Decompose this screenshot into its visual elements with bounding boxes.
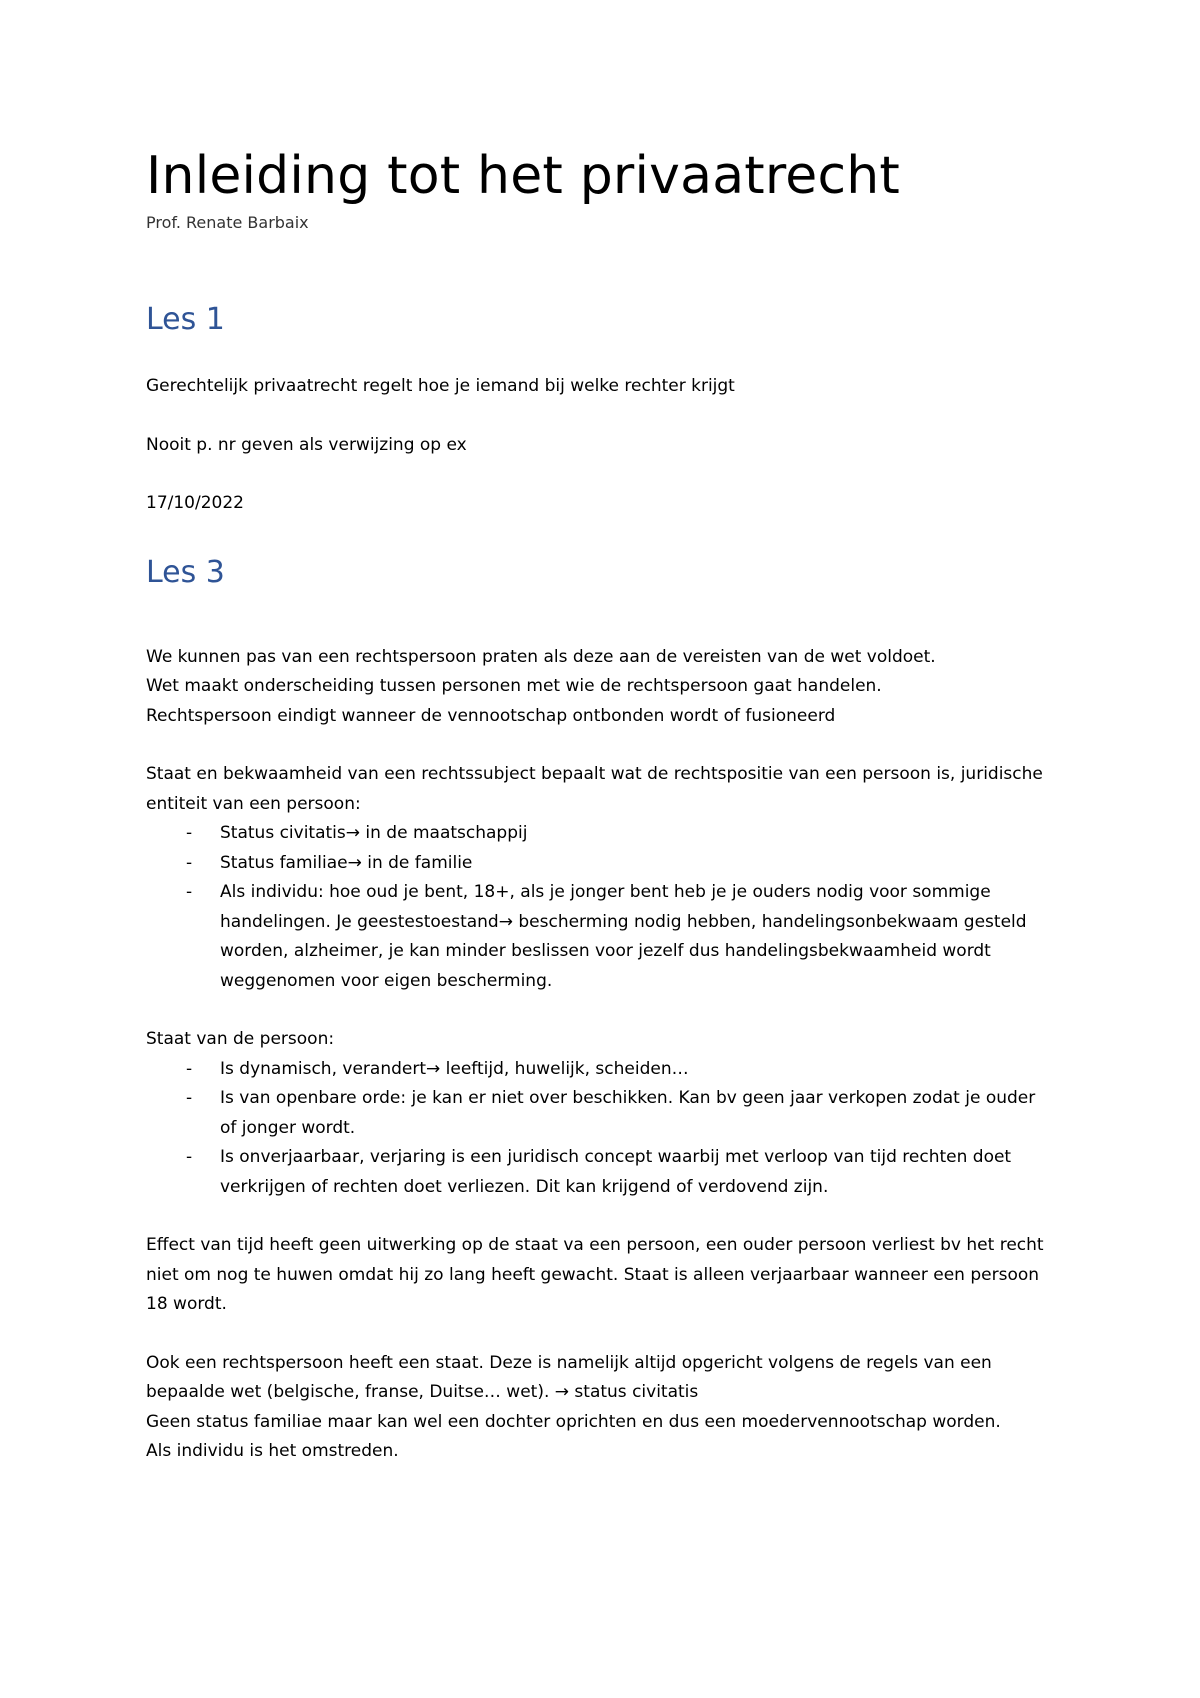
les-3-block-rechtspersoon — [146, 643, 1050, 732]
dash-list — [146, 819, 1050, 996]
les-3-block-rechtspersoon-staat — [146, 1349, 1050, 1467]
paragraph-line: Wet maakt onderscheiding tussen personen met wie de rechtspersoon gaat handelen. — [146, 676, 882, 697]
list-item-text: Status civitatis→ in de maatschappij — [220, 823, 528, 844]
les-1-body — [146, 372, 1050, 519]
list-item — [146, 819, 1050, 849]
dash-bullet: - — [186, 852, 193, 873]
paragraph: Gerechtelijk privaatrecht regelt hoe je iemand bij welke rechter krijgt — [146, 376, 735, 397]
list-item-text: Als individu: hoe oud je bent, 18+, als je jonger bent heb je je ouders nodig voor sommige handelingen. Je geestestoestand→ bescherming nodig hebben, handelingsonbekwaam gesteld worden, alzheimer, je kan minder beslissen voor jezelf dus handelingsbekwaamheid wordt weggenomen voor eigen bescherming. — [220, 882, 1027, 991]
list-item — [146, 878, 1050, 996]
dash-list — [146, 1055, 1050, 1203]
dash-bullet: - — [186, 1088, 193, 1109]
paragraph-intro: Staat van de persoon: — [146, 1029, 335, 1050]
list-item-text: Is dynamisch, verandert→ leeftijd, huwelijk, scheiden… — [220, 1058, 689, 1079]
document-subtitle: Prof. Renate Barbaix — [146, 213, 309, 233]
list-item — [146, 1143, 1050, 1202]
dash-bullet: - — [186, 882, 193, 903]
dash-bullet: - — [186, 1058, 193, 1079]
paragraph: Effect van tijd heeft geen uitwerking op de staat va een persoon, een ouder persoon verliest bv het recht niet om nog te huwen omdat hij zo lang heeft gewacht. Staat is alleen verjaarbaar wanneer een persoon 18 wordt. — [146, 1235, 1044, 1315]
list-item-text: Status familiae→ in de familie — [220, 852, 473, 873]
paragraph-date: 17/10/2022 — [146, 493, 244, 514]
paragraph: Nooit p. nr geven als verwijzing op ex — [146, 434, 467, 455]
list-item — [146, 849, 1050, 879]
list-item — [146, 1055, 1050, 1085]
paragraph-line: Geen status familiae maar kan wel een dochter oprichten en dus een moedervennootschap worden. — [146, 1411, 1001, 1432]
dash-bullet: - — [186, 823, 193, 844]
list-item-text: Is van openbare orde: je kan er niet over beschikken. Kan bv geen jaar verkopen zodat je ouder of jonger wordt. — [220, 1088, 1036, 1138]
section-heading-les-3: Les 3 — [146, 554, 225, 590]
paragraph-line: We kunnen pas van een rechtspersoon praten als deze aan de vereisten van de wet voldoet. — [146, 646, 936, 667]
les-3-block-staat-bekwaamheid — [146, 760, 1050, 996]
paragraph-line: Als individu is het omstreden. — [146, 1441, 399, 1462]
document-title: Inleiding tot het privaatrecht — [146, 146, 901, 206]
paragraph-line: Ook een rechtspersoon heeft een staat. Deze is namelijk altijd opgericht volgens de regels van een bepaalde wet (belgische, franse, Duitse… wet). → status civitatis — [146, 1352, 992, 1403]
list-item — [146, 1084, 1050, 1143]
section-heading-les-1: Les 1 — [146, 302, 225, 338]
list-item-text: Is onverjaarbaar, verjaring is een juridisch concept waarbij met verloop van tijd rechten doet verkrijgen of rechten doet verliezen. Dit kan krijgend of verdovend zijn. — [220, 1147, 1012, 1197]
les-3-block-staat-persoon — [146, 1025, 1050, 1202]
les-3-block-effect-tijd — [146, 1231, 1050, 1320]
paragraph-intro: Staat en bekwaamheid van een rechtssubject bepaalt wat de rechtspositie van een persoon is, juridische entiteit van een persoon: — [146, 764, 1043, 814]
dash-bullet: - — [186, 1147, 193, 1168]
paragraph-line: Rechtspersoon eindigt wanneer de vennootschap ontbonden wordt of fusioneerd — [146, 705, 836, 726]
